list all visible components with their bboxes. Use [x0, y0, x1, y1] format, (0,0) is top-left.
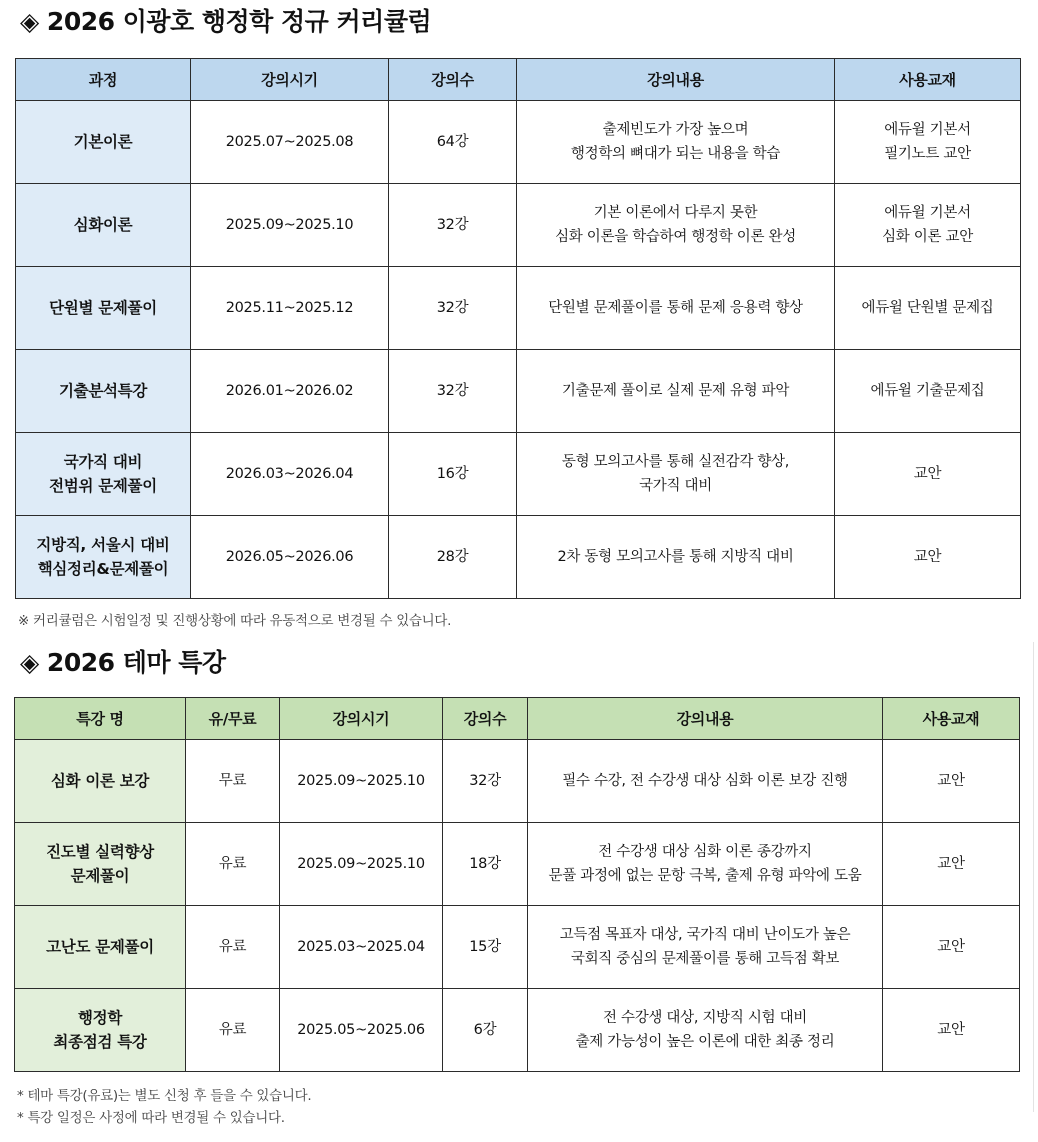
period-cell: 2025.07~2025.08	[191, 101, 389, 184]
table-row	[16, 516, 1021, 599]
lecture-name-line: 행정학	[77, 1009, 123, 1027]
book-cell: 교안	[883, 989, 1020, 1072]
lecture-name	[15, 740, 186, 823]
table-header-row	[15, 698, 1020, 740]
table-row	[16, 350, 1021, 433]
count-cell: 32강	[389, 350, 517, 433]
content-line: 고득점 목표자 대상, 국가직 대비 난이도가 높은	[559, 927, 851, 943]
content-line: 전 수강생 대상 심화 이론 종강까지	[598, 844, 812, 860]
book-cell	[835, 350, 1021, 433]
period-cell: 2025.11~2025.12	[191, 267, 389, 350]
table-row	[15, 740, 1020, 823]
book-line: 에듀윌 기출문제집	[870, 383, 985, 399]
fee-cell: 유료	[186, 906, 280, 989]
course-name-line: 기본이론	[73, 133, 133, 151]
period-cell: 2026.03~2026.04	[191, 433, 389, 516]
content-line: 단원별 문제풀이를 통해 문제 응용력 향상	[548, 300, 803, 316]
period-cell: 2025.09~2025.10	[280, 740, 443, 823]
period-cell: 2025.09~2025.10	[280, 823, 443, 906]
header-book: 사용교재	[835, 59, 1021, 101]
content-cell	[517, 267, 835, 350]
book-cell	[835, 101, 1021, 184]
content-cell	[528, 740, 883, 823]
course-name-line: 심화이론	[73, 216, 133, 234]
lecture-name-line: 심화 이론 보강	[50, 772, 150, 790]
theme-lecture-title: ◈ 2026 테마 특강	[20, 648, 226, 677]
fee-cell: 유료	[186, 823, 280, 906]
count-cell: 16강	[389, 433, 517, 516]
count-cell: 32강	[389, 267, 517, 350]
header-content: 강의내용	[528, 698, 883, 740]
content-line: 전 수강생 대상, 지방직 시험 대비	[602, 1010, 808, 1026]
lecture-name-line: 고난도 문제풀이	[46, 938, 154, 956]
period-cell: 2026.01~2026.02	[191, 350, 389, 433]
count-cell: 28강	[389, 516, 517, 599]
content-line: 기출문제 풀이로 실제 문제 유형 파악	[561, 383, 790, 399]
period-cell: 2025.05~2025.06	[280, 989, 443, 1072]
book-cell	[835, 267, 1021, 350]
header-count: 강의수	[443, 698, 528, 740]
content-cell	[528, 823, 883, 906]
count-cell: 32강	[389, 184, 517, 267]
header-count: 강의수	[389, 59, 517, 101]
content-cell	[517, 101, 835, 184]
content-line: 문풀 과정에 없는 문항 극복, 출제 유형 파악에 도움	[548, 868, 862, 884]
course-name-line: 국가직 대비	[63, 453, 143, 471]
theme-lecture-table	[14, 697, 1020, 1072]
book-line: 교안	[913, 466, 942, 482]
table-row	[16, 184, 1021, 267]
content-line: 심화 이론을 학습하여 행정학 이론 완성	[555, 229, 796, 245]
content-line: 기본 이론에서 다루지 못한	[593, 205, 758, 221]
fee-cell: 무료	[186, 740, 280, 823]
content-line: 동형 모의고사를 통해 실전감각 향상,	[561, 454, 790, 470]
book-line: 에듀윌 단원별 문제집	[861, 300, 994, 316]
content-cell	[528, 989, 883, 1072]
book-line: 에듀윌 기본서	[884, 205, 971, 221]
content-cell	[517, 433, 835, 516]
count-cell: 18강	[443, 823, 528, 906]
count-cell: 64강	[389, 101, 517, 184]
content-cell	[517, 350, 835, 433]
content-line: 출제빈도가 가장 높으며	[602, 122, 749, 138]
table-row	[15, 823, 1020, 906]
course-name-line: 단원별 문제풀이	[49, 299, 157, 317]
theme-note: * 특강 일정은 사정에 따라 변경될 수 있습니다.	[17, 1110, 285, 1126]
period-cell: 2026.05~2026.06	[191, 516, 389, 599]
period-cell: 2025.09~2025.10	[191, 184, 389, 267]
table-row	[15, 906, 1020, 989]
header-fee: 유/무료	[186, 698, 280, 740]
content-line: 출제 가능성이 높은 이론에 대한 최종 정리	[575, 1034, 835, 1050]
lecture-name	[15, 823, 186, 906]
content-line: 국가직 대비	[639, 478, 712, 494]
count-cell: 15강	[443, 906, 528, 989]
book-line: 에듀윌 기본서	[884, 122, 971, 138]
course-name	[16, 184, 191, 267]
book-cell: 교안	[883, 740, 1020, 823]
theme-note: * 테마 특강(유료)는 별도 신청 후 들을 수 있습니다.	[17, 1088, 312, 1104]
count-cell: 32강	[443, 740, 528, 823]
book-cell	[835, 184, 1021, 267]
period-cell: 2025.03~2025.04	[280, 906, 443, 989]
count-cell: 6강	[443, 989, 528, 1072]
course-name-line: 전범위 문제풀이	[49, 477, 157, 495]
course-name	[16, 101, 191, 184]
book-line: 심화 이론 교안	[882, 229, 973, 245]
table-header-row	[16, 59, 1021, 101]
header-lecture-name: 특강 명	[15, 698, 186, 740]
book-cell: 교안	[883, 823, 1020, 906]
course-name-line: 기출분석특강	[58, 382, 148, 400]
table-row	[16, 433, 1021, 516]
header-course: 과정	[16, 59, 191, 101]
book-cell	[835, 433, 1021, 516]
lecture-name-line: 진도별 실력향상	[46, 843, 154, 861]
header-period: 강의시기	[280, 698, 443, 740]
course-name-line: 지방직, 서울시 대비	[36, 536, 170, 554]
content-line: 국회직 중심의 문제풀이를 통해 고득점 확보	[570, 951, 840, 967]
header-content: 강의내용	[517, 59, 835, 101]
lecture-name-line: 문제풀이	[70, 867, 130, 885]
header-book: 사용교재	[883, 698, 1020, 740]
content-cell	[517, 516, 835, 599]
content-cell	[528, 906, 883, 989]
fee-cell: 유료	[186, 989, 280, 1072]
table-row	[16, 267, 1021, 350]
book-line: 교안	[913, 549, 942, 565]
regular-curriculum-table	[15, 58, 1021, 599]
book-cell	[835, 516, 1021, 599]
curriculum-note: ※ 커리큘럼은 시험일정 및 진행상황에 따라 유동적으로 변경될 수 있습니다.	[18, 613, 452, 629]
content-cell	[517, 184, 835, 267]
lecture-name	[15, 989, 186, 1072]
book-cell: 교안	[883, 906, 1020, 989]
course-name	[16, 433, 191, 516]
content-line: 2차 동형 모의고사를 통해 지방직 대비	[557, 549, 794, 565]
curriculum-title: ◈ 2026 이광호 행정학 정규 커리큘럼	[20, 7, 432, 36]
divider	[1033, 642, 1034, 1112]
course-name-line: 핵심정리&문제풀이	[37, 560, 169, 578]
course-name	[16, 516, 191, 599]
lecture-name-line: 최종점검 특강	[53, 1033, 147, 1051]
course-name	[16, 267, 191, 350]
lecture-name	[15, 906, 186, 989]
book-line: 필기노트 교안	[884, 146, 971, 162]
table-row	[16, 101, 1021, 184]
course-name	[16, 350, 191, 433]
table-row	[15, 989, 1020, 1072]
content-line: 행정학의 뼈대가 되는 내용을 학습	[570, 146, 781, 162]
header-period: 강의시기	[191, 59, 389, 101]
content-line: 필수 수강, 전 수강생 대상 심화 이론 보강 진행	[562, 773, 848, 789]
